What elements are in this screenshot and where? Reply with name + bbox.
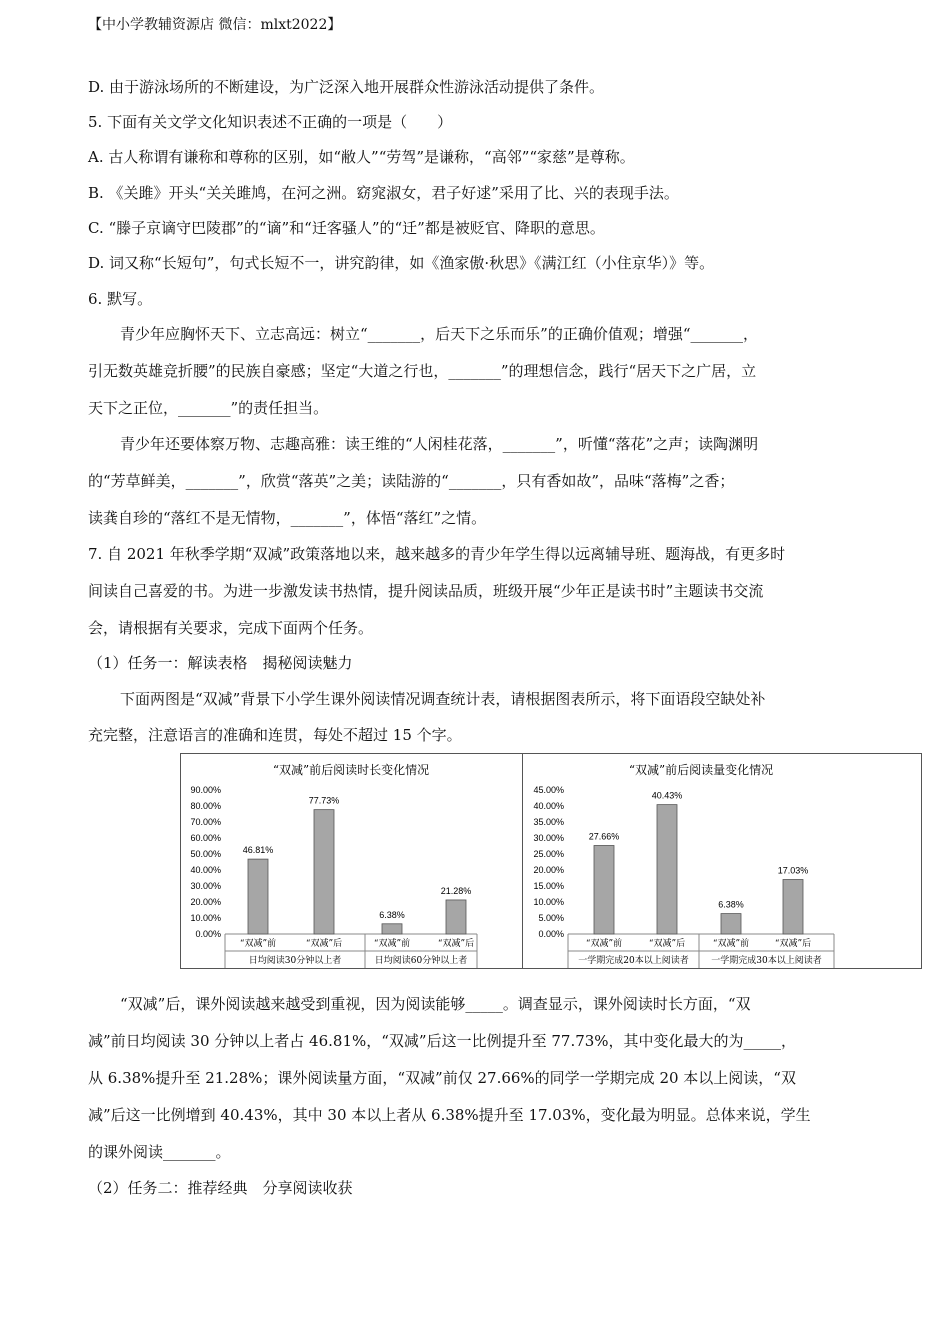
bar (721, 914, 741, 934)
chart-reading-time-svg (181, 754, 579, 968)
bar (314, 810, 334, 934)
bar (657, 805, 677, 934)
y-tick-label: 90.00% (190, 785, 221, 795)
y-tick-label: 40.00% (190, 865, 221, 875)
bar-data-label: 46.81% (242, 845, 274, 856)
x-group-label: 一学期完成30本以上阅读者 (711, 956, 822, 966)
x-group-label: 日均阅读30分钟以上者 (248, 956, 342, 966)
bar (382, 924, 402, 934)
bar (783, 880, 803, 934)
bar-data-label: 40.43% (651, 790, 683, 801)
q6-stem: 6. 默写。 (88, 290, 153, 308)
q5-stem: 5. 下面有关文学文化知识表述不正确的一项是（ ） (88, 113, 453, 131)
chart-title: “双减”前后阅读量变化情况 (628, 763, 774, 777)
bar-data-label: 77.73% (308, 795, 340, 806)
x-category-label: “双减”后 (774, 939, 812, 949)
q5-option-b: B. 《关雎》开头“关关雎鸠，在河之洲。窈窕淑女，君子好逑”采用了比、兴的表现手法。 (88, 184, 679, 202)
y-tick-label: 0.00% (538, 929, 564, 939)
x-category-label: “双减”前 (585, 939, 623, 949)
y-tick-label: 0.00% (195, 929, 221, 939)
chart-title: “双减”前后阅读时长变化情况 (272, 763, 430, 777)
q5-option-c: C. “滕子京谪守巴陵郡”的“谪”和“迁客骚人”的“迁”都是被贬官、降职的意思。 (88, 219, 605, 237)
y-tick-label: 45.00% (533, 785, 564, 795)
x-group-label: 日均阅读60分钟以上者 (374, 956, 468, 966)
bar-data-label: 6.38% (718, 899, 744, 910)
q6-para1-line1: 青少年应胸怀天下、立志高远：树立“_______，后天下之乐而乐”的正确价值观；增强“_______， (120, 325, 759, 343)
bar-data-label: 27.66% (588, 831, 620, 842)
task1-paragraph-line4: 减”后这一比例增到 40.43%，其中 30 本以上者从 6.38%提升至 17.03%，变化最为明显。总体来说，学生 (88, 1106, 811, 1124)
x-category-label: “双减”后 (305, 939, 343, 949)
q7-stem-line3: 会，请根据有关要求，完成下面两个任务。 (88, 619, 374, 637)
q6-para2-line1: 青少年还要体察万物、志趣高雅：读王维的“人闲桂花落，_______”，听懂“落花”之声；读陶渊明 (120, 435, 759, 453)
task1-instruction-line2: 充完整，注意语言的准确和连贯，每处不超过 15 个字。 (88, 726, 462, 744)
task1-instruction-line1: 下面两图是“双减”背景下小学生课外阅读情况调查统计表，请根据图表所示，将下面语段空缺处补 (120, 690, 766, 708)
q5-option-a: A. 古人称谓有谦称和尊称的区别，如“敝人”“劳驾”是谦称，“高邻”“家慈”是尊称。 (88, 148, 635, 166)
x-group-label: 一学期完成20本以上阅读者 (578, 956, 689, 966)
bar (446, 900, 466, 934)
y-tick-label: 70.00% (190, 817, 221, 827)
y-tick-label: 30.00% (190, 881, 221, 891)
task2-heading: （2）任务二：推荐经典 分享阅读收获 (88, 1179, 353, 1197)
q5-option-d: D. 词又称“长短句”，句式长短不一，讲究韵律，如《渔家傲·秋思》《满江红（小住京华）》等。 (88, 254, 715, 272)
task1-heading: （1）任务一：解读表格 揭秘阅读魅力 (88, 654, 353, 672)
bar-data-label: 6.38% (379, 909, 405, 920)
task1-paragraph-line5: 的课外阅读_______。 (88, 1143, 231, 1161)
task1-paragraph-line1: “双减”后，课外阅读越来越受到重视，因为阅读能够_____。调查显示，课外阅读时长方面，“双 (120, 995, 751, 1013)
q6-para1-line3: 天下之正位，_______”的责任担当。 (88, 399, 329, 417)
x-category-label: “双减”后 (437, 939, 475, 949)
y-tick-label: 10.00% (533, 897, 564, 907)
bar (594, 845, 614, 934)
y-tick-label: 15.00% (533, 881, 564, 891)
chart-reading-amount-svg (523, 754, 921, 968)
chart-reading-time (180, 753, 580, 969)
y-tick-label: 5.00% (538, 913, 564, 923)
x-category-label: “双减”后 (648, 939, 686, 949)
task1-paragraph-line3: 从 6.38%提升至 21.28%；课外阅读量方面，“双减”前仅 27.66%的同学一学期完成 20 本以上阅读，“双 (88, 1069, 796, 1087)
q7-stem-line2: 间读自己喜爱的书。为进一步激发读书热情，提升阅读品质，班级开展“少年正是读书时”主题读书交流 (88, 582, 764, 600)
y-tick-label: 10.00% (190, 913, 221, 923)
task1-paragraph-line2: 减”前日均阅读 30 分钟以上者占 46.81%，“双减”后这一比例提升至 77.73%，其中变化最大的为_____， (88, 1032, 797, 1050)
q7-stem-line1: 7. 自 2021 年秋季学期“双减”政策落地以来，越来越多的青少年学生得以远离辅导班、题海战，有更多时 (88, 545, 786, 563)
y-tick-label: 20.00% (190, 897, 221, 907)
bar (248, 859, 268, 934)
chart-reading-amount (522, 753, 922, 969)
y-tick-label: 25.00% (533, 849, 564, 859)
q6-para1-line2: 引无数英雄竞折腰”的民族自豪感；坚定“大道之行也，_______”的理想信念，践行“居天下之广居，立 (88, 362, 757, 380)
page-header: 【中小学教辅资源店 微信：mlxt2022】 (88, 17, 342, 33)
x-category-label: “双减”前 (373, 939, 411, 949)
q6-para2-line3: 读龚自珍的“落红不是无情物，_______”，体悟“落红”之情。 (88, 509, 487, 527)
q6-para2-line2: 的“芳草鲜美，_______”，欣赏“落英”之美；读陆游的“_______，只有香如故”，品味“落梅”之香； (88, 472, 735, 490)
y-tick-label: 60.00% (190, 833, 221, 843)
bar-data-label: 21.28% (440, 885, 472, 896)
y-tick-label: 80.00% (190, 801, 221, 811)
y-tick-label: 35.00% (533, 817, 564, 827)
q4-option-d: D. 由于游泳场所的不断建设，为广泛深入地开展群众性游泳活动提供了条件。 (88, 78, 605, 96)
y-tick-label: 20.00% (533, 865, 564, 875)
x-category-label: “双减”前 (712, 939, 750, 949)
x-category-label: “双减”前 (239, 939, 277, 949)
y-tick-label: 50.00% (190, 849, 221, 859)
bar-data-label: 17.03% (777, 865, 809, 876)
y-tick-label: 40.00% (533, 801, 564, 811)
y-tick-label: 30.00% (533, 833, 564, 843)
